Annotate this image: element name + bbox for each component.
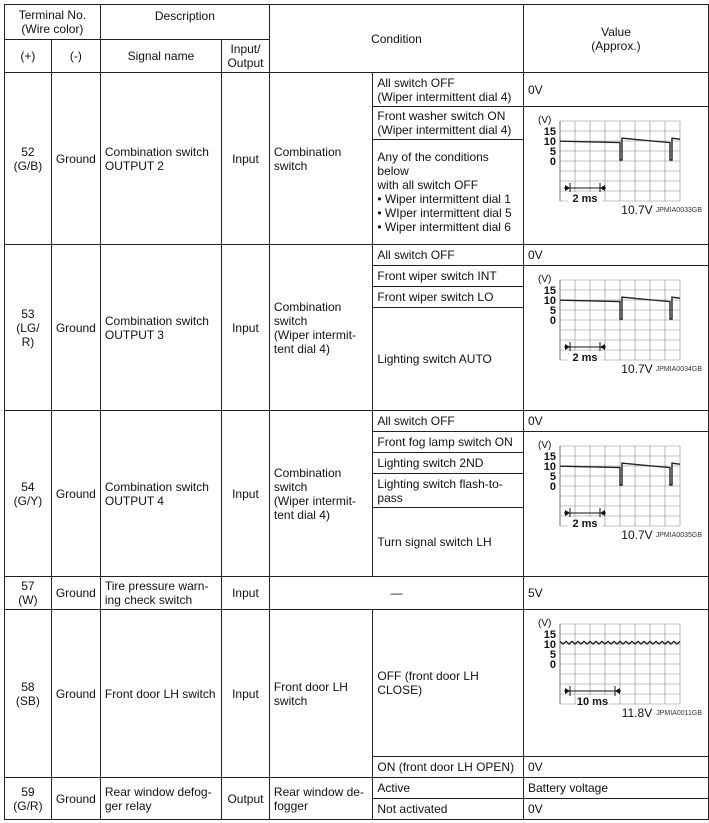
condition-54: Combination switch (Wiper intermit- tent dial 4) [269, 411, 372, 577]
ground-54: Ground [51, 411, 100, 577]
value-53-voltage: 10.7V [621, 362, 653, 376]
value-54-voltage: 10.7V [621, 528, 653, 542]
ground-52: Ground [51, 73, 100, 245]
table-row-52a [5, 73, 709, 107]
axis-tick-label: 0 [549, 315, 556, 327]
sub-condition-53-4: Lighting switch AUTO [373, 308, 524, 411]
time-marker-arrow [565, 185, 570, 191]
axis-tick-label: 10 [543, 136, 556, 148]
table-row-59a [5, 778, 709, 799]
terminal-59: 59 (G/R) [5, 778, 52, 820]
sub-condition-53-3: Front wiper switch LO [373, 287, 524, 308]
axis-tick-label: 5 [549, 649, 556, 661]
value-59-2: 0V [523, 799, 708, 820]
axis-tick-label: 10 [543, 639, 556, 651]
time-marker-arrow [600, 185, 605, 191]
terminal-52: 52 (G/B) [5, 73, 52, 245]
value-53-1: 0V [523, 245, 708, 266]
io-57: Input [221, 577, 269, 610]
axis-tick-label: 15 [543, 126, 556, 138]
time-marker-arrow [600, 344, 605, 350]
axis-unit-label: (V) [537, 618, 552, 629]
figure-code: JPMIA0033GB [655, 207, 702, 214]
condition-59: Rear window de- fogger [269, 778, 372, 820]
condition-52: Combination switch [269, 73, 372, 245]
sub-condition-54-1: All switch OFF [373, 411, 524, 432]
sub-condition-58-2: ON (front door LH OPEN) [373, 757, 524, 778]
header-description: Description [100, 5, 269, 40]
signal-58: Front door LH switch [100, 610, 221, 778]
header-signal-name: Signal name [100, 40, 221, 73]
time-label: 2 ms [572, 352, 598, 364]
time-label: 2 ms [572, 193, 598, 205]
sub-condition-54-3: Lighting switch 2ND [373, 453, 524, 474]
time-label: 10 ms [576, 696, 609, 708]
sub-condition-54-2: Front fog lamp switch ON [373, 432, 524, 453]
terminal-58: 58 (SB) [5, 610, 52, 778]
axis-tick-label: 10 [543, 461, 556, 473]
axis-unit-label: (V) [537, 274, 552, 285]
axis-tick-label: 0 [549, 156, 556, 168]
value-52-wave [523, 107, 708, 245]
table-row-58a [5, 610, 709, 757]
io-59: Output [221, 778, 269, 820]
value-58-2: 0V [523, 757, 708, 778]
time-label: 2 ms [572, 518, 598, 530]
sub-condition-58-1: OFF (front door LH CLOSE) [373, 610, 524, 757]
sub-condition-53-2: Front wiper switch INT [373, 266, 524, 287]
axis-tick-label: 5 [549, 146, 556, 158]
table-row-57 [5, 577, 709, 610]
signal-52: Combination switch OUTPUT 2 [100, 73, 221, 245]
condition-57: — [269, 577, 523, 610]
axis-tick-label: 15 [543, 629, 556, 641]
terminal-53: 53 (LG/ R) [5, 245, 52, 411]
figure-code: JPMIA0035GB [655, 532, 702, 539]
ground-57: Ground [51, 577, 100, 610]
terminal-54: 54 (G/Y) [5, 411, 52, 577]
value-54-wave [523, 432, 708, 577]
value-52-voltage: 10.7V [621, 203, 653, 217]
terminal-57: 57 (W) [5, 577, 52, 610]
time-marker-arrow [565, 688, 570, 694]
header-row-1 [5, 5, 709, 40]
io-58: Input [221, 610, 269, 778]
io-52: Input [221, 73, 269, 245]
sub-condition-52-3-b1: • Wiper intermittent dial 1 [377, 192, 511, 206]
time-marker-arrow [565, 344, 570, 350]
axis-tick-label: 5 [549, 305, 556, 317]
table-row-54a [5, 411, 709, 432]
figure-code: JPMIA0011GB [656, 710, 702, 717]
axis-unit-label: (V) [537, 115, 552, 126]
io-54: Input [221, 411, 269, 577]
signal-53: Combination switch OUTPUT 3 [100, 245, 221, 411]
sub-condition-52-3 [373, 140, 524, 245]
header-value: Value (Approx.) [523, 5, 708, 73]
axis-tick-label: 15 [543, 451, 556, 463]
table-row-53a [5, 245, 709, 266]
time-marker-arrow [615, 688, 620, 694]
time-marker-arrow [600, 510, 605, 516]
value-57: 5V [523, 577, 708, 610]
io-53: Input [221, 245, 269, 411]
header-plus: (+) [5, 40, 52, 73]
value-54-1: 0V [523, 411, 708, 432]
value-52-1: 0V [523, 73, 708, 107]
header-io: Input/ Output [221, 40, 269, 73]
header-terminal-no: Terminal No. (Wire color) [5, 5, 101, 40]
header-minus: (-) [51, 40, 100, 73]
condition-58: Front door LH switch [269, 610, 372, 778]
axis-unit-label: (V) [537, 440, 552, 451]
value-59-1: Battery voltage [523, 778, 708, 799]
sub-condition-53-1: All switch OFF [373, 245, 524, 266]
value-53-wave [523, 266, 708, 411]
axis-tick-label: 5 [549, 471, 556, 483]
terminal-table [4, 4, 709, 820]
axis-tick-label: 0 [549, 481, 556, 493]
axis-tick-label: 15 [543, 285, 556, 297]
sub-condition-59-1: Active [373, 778, 524, 799]
signal-59: Rear window defog- ger relay [100, 778, 221, 820]
sub-condition-52-1: All switch OFF (Wiper intermittent dial 4) [373, 73, 524, 107]
sub-condition-54-5: Turn signal switch LH [373, 508, 524, 577]
value-58-voltage: 11.8V [621, 706, 653, 720]
sub-condition-54-4: Lighting switch flash-to- pass [373, 474, 524, 508]
value-58-wave [523, 610, 708, 757]
sub-condition-59-2: Not activated [373, 799, 524, 820]
axis-tick-label: 10 [543, 295, 556, 307]
condition-53: Combination switch (Wiper intermit- tent dial 4) [269, 245, 372, 411]
header-condition: Condition [269, 5, 523, 73]
ground-59: Ground [51, 778, 100, 820]
time-marker-arrow [565, 510, 570, 516]
signal-54: Combination switch OUTPUT 4 [100, 411, 221, 577]
sub-condition-52-3-lead: Any of the conditions below with all switch OFF [377, 150, 489, 192]
signal-57: Tire pressure warn- ing check switch [100, 577, 221, 610]
figure-code: JPMIA0034GB [655, 366, 702, 373]
sub-condition-52-3-b3: • Wiper intermittent dial 6 [377, 220, 511, 234]
sub-condition-52-3-b2: • WIper intermittent dial 5 [377, 206, 512, 220]
sub-condition-52-2: Front washer switch ON (Wiper intermittent dial 4) [373, 107, 524, 140]
ground-53: Ground [51, 245, 100, 411]
ground-58: Ground [51, 610, 100, 778]
axis-tick-label: 0 [549, 659, 556, 671]
